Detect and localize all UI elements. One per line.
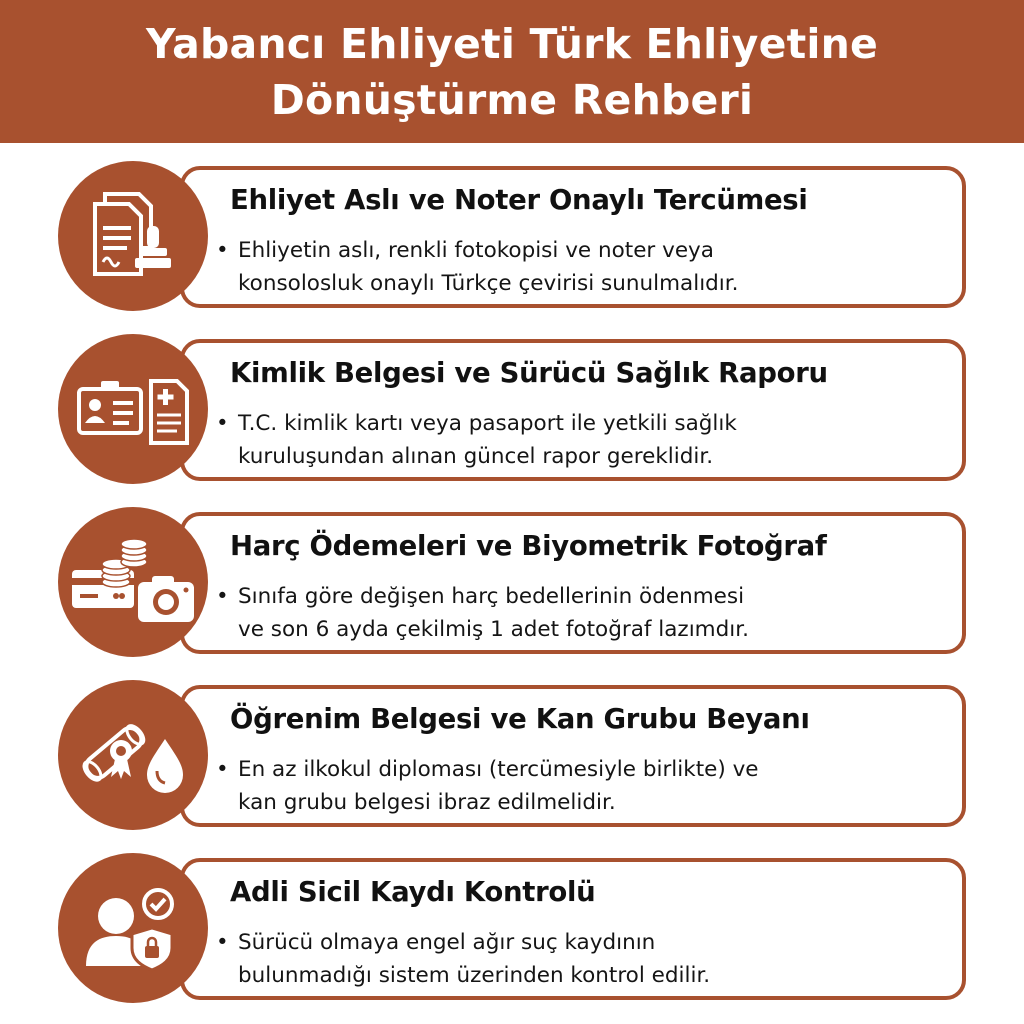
section-title: Harç Ödemeleri ve Biyometrik Fotoğraf: [230, 530, 827, 562]
description-line2: kan grubu belgesi ibraz edilmelidir.: [238, 790, 616, 815]
section-title: Adli Sicil Kaydı Kontrolü: [230, 876, 596, 908]
section-title: Kimlik Belgesi ve Sürücü Sağlık Raporu: [230, 357, 828, 389]
section-card-education-blood: [180, 685, 966, 827]
bullet: •: [216, 411, 229, 436]
description-line1: Sınıfa göre değişen harç bedellerinin ödenmesi: [238, 584, 745, 609]
page-title: [146, 16, 878, 128]
bullet: •: [216, 757, 229, 782]
section-card-id-health-report: [180, 339, 966, 481]
bullet: •: [216, 930, 229, 955]
section-card-fees-photo: [180, 512, 966, 654]
page-title-line2: Dönüştürme Rehberi: [270, 75, 754, 124]
bullet: •: [216, 584, 229, 609]
description-line1: En az ilkokul diploması (tercümesiyle birlikte) ve: [238, 757, 759, 782]
section-description: [216, 580, 958, 646]
section-card-criminal-record: [180, 858, 966, 1000]
description-line2: bulunmadığı sistem üzerinden kontrol edilir.: [238, 963, 711, 988]
page-title-line1: Yabancı Ehliyeti Türk Ehliyetine: [145, 19, 879, 68]
user-shield-check-icon: [58, 853, 208, 1003]
bullet: •: [216, 238, 229, 263]
description-line2: ve son 6 ayda çekilmiş 1 adet fotoğraf lazımdır.: [238, 617, 749, 642]
description-line2: konsolosluk onaylı Türkçe çevirisi sunulmalıdır.: [238, 271, 739, 296]
section-description: [216, 234, 958, 300]
section-description: [216, 926, 958, 992]
description-line1: Ehliyetin aslı, renkli fotokopisi ve noter veya: [238, 238, 714, 263]
section-title: Ehliyet Aslı ve Noter Onaylı Tercümesi: [230, 184, 808, 216]
description-line1: T.C. kimlik kartı veya pasaport ile yetkili sağlık: [238, 411, 737, 436]
documents-stamp-icon: [58, 161, 208, 311]
payment-camera-icon: [58, 507, 208, 657]
section-card-original-license: [180, 166, 966, 308]
description-line1: Sürücü olmaya engel ağır suç kaydının: [238, 930, 656, 955]
section-title: Öğrenim Belgesi ve Kan Grubu Beyanı: [230, 703, 810, 735]
section-description: [216, 407, 958, 473]
section-description: [216, 753, 958, 819]
page-header: [0, 0, 1024, 143]
id-card-medical-report-icon: [58, 334, 208, 484]
diploma-blood-drop-icon: [58, 680, 208, 830]
description-line2: kuruluşundan alınan güncel rapor gereklidir.: [238, 444, 714, 469]
